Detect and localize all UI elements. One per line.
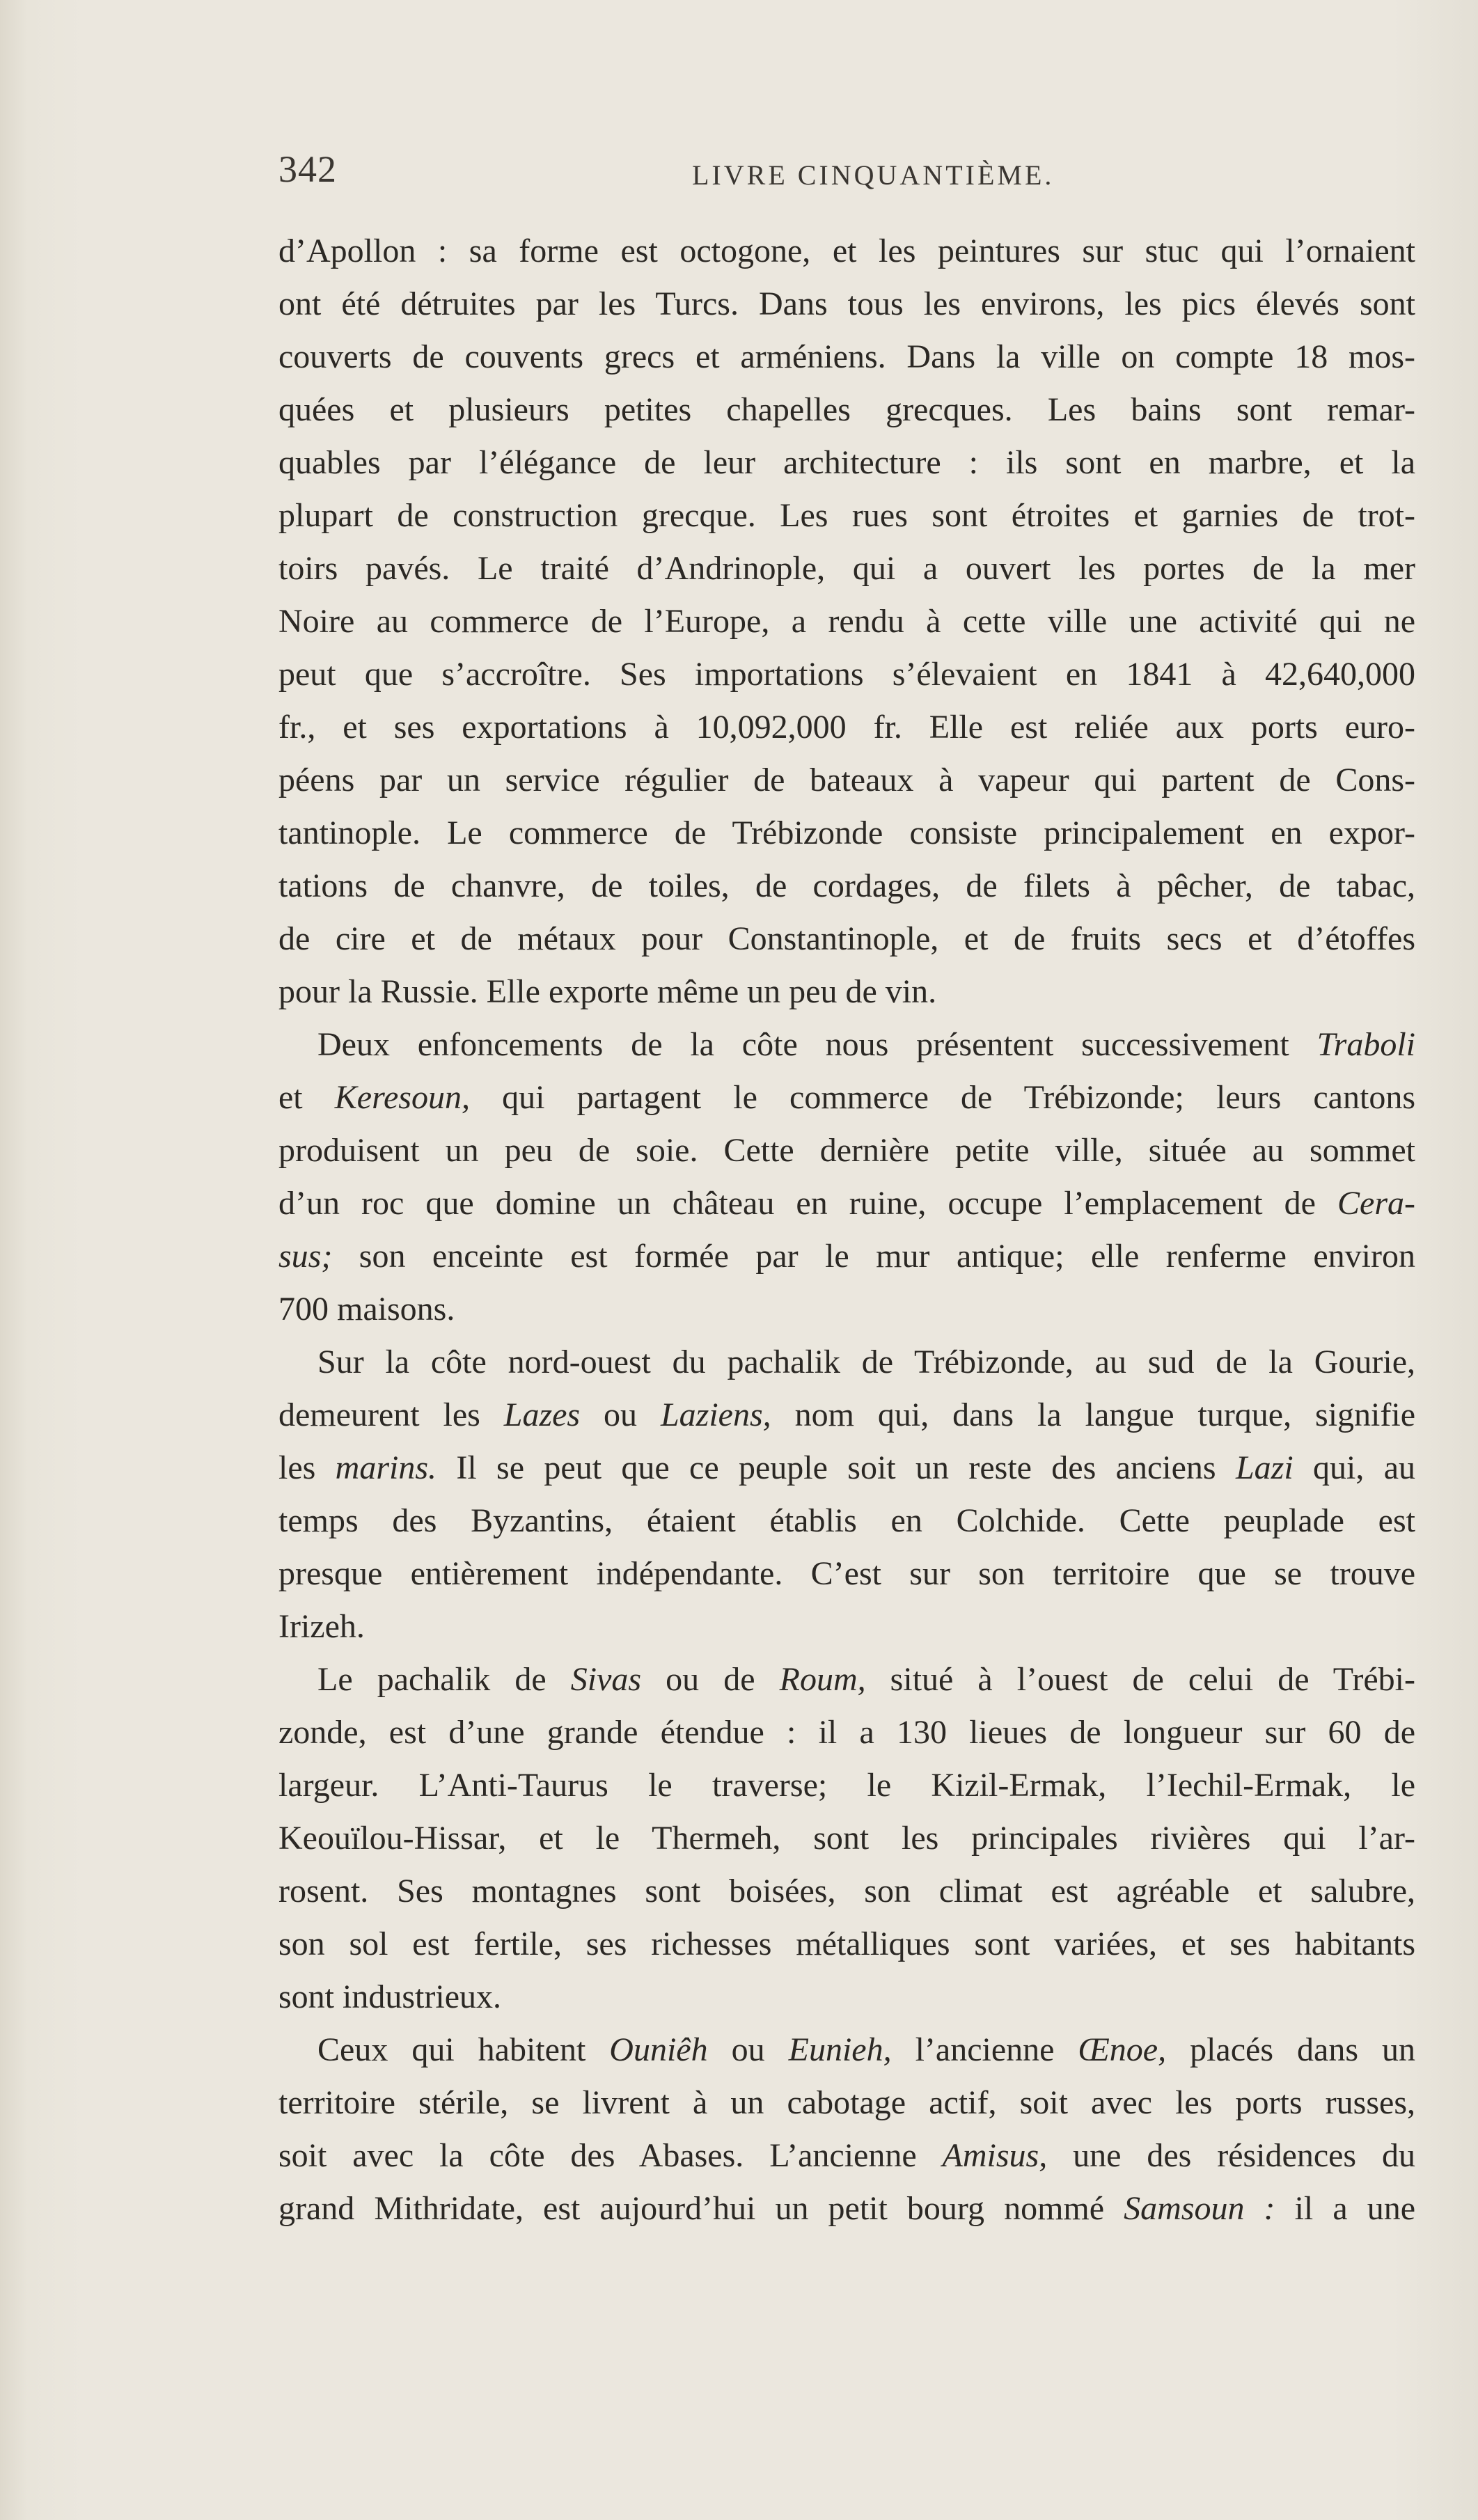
text-line: produisent un peu de soie. Cette dernière petite ville, située au sommet bbox=[278, 1132, 1415, 1169]
text-line bbox=[278, 1389, 1415, 1442]
text-span: placés dans un bbox=[1166, 2031, 1415, 2068]
text-line: Keouïlou-Hissar, et le Thermeh, sont les principales rivières qui l’ar- bbox=[278, 1820, 1415, 1857]
italic-term: Laziens, bbox=[660, 1396, 771, 1433]
italic-term: Ouniêh bbox=[609, 2031, 708, 2068]
text-span: qui, au bbox=[1293, 1449, 1415, 1486]
text-span: Ceux qui habitent bbox=[317, 2031, 610, 2068]
text-line: fr., et ses exportations à 10,092,000 fr. Elle est reliée aux ports euro- bbox=[278, 709, 1415, 746]
text-span: les bbox=[278, 1449, 336, 1486]
italic-term: Lazi bbox=[1235, 1449, 1294, 1486]
body-text bbox=[278, 225, 1415, 2235]
text-span: il a une bbox=[1275, 2190, 1415, 2227]
italic-term: Cera- bbox=[1337, 1185, 1415, 1222]
text-line bbox=[278, 2129, 1415, 2182]
italic-term: Roum, bbox=[779, 1661, 866, 1698]
text-span: grand Mithridate, est aujourd’hui un petit bourg nommé bbox=[278, 2190, 1124, 2227]
text-line: 700 maisons. bbox=[278, 1291, 455, 1328]
text-line bbox=[278, 1177, 1415, 1230]
text-line: largeur. L’Anti-Taurus le traverse; le Kizil-Ermak, l’Iechil-Ermak, le bbox=[278, 1767, 1415, 1804]
text-span: Il se peut que ce peuple soit un reste des anciens bbox=[437, 1449, 1236, 1486]
text-span: nom qui, dans la langue turque, signifie bbox=[771, 1396, 1415, 1433]
text-span: ou bbox=[580, 1396, 661, 1433]
text-line bbox=[278, 1653, 1415, 1706]
text-line: temps des Byzantins, étaient établis en Colchide. Cette peuplade est bbox=[278, 1502, 1415, 1539]
text-line: couverts de couvents grecs et arméniens. Dans la ville on compte 18 mos- bbox=[278, 338, 1415, 375]
text-line: pour la Russie. Elle exporte même un peu de vin. bbox=[278, 973, 937, 1010]
text-line: ont été détruites par les Turcs. Dans tous les environs, les pics élevés sont bbox=[278, 285, 1415, 322]
text-span: qui partagent le commerce de Trébizonde; leurs cantons bbox=[469, 1079, 1415, 1116]
text-line: péens par un service régulier de bateaux à vapeur qui partent de Cons- bbox=[278, 762, 1415, 798]
text-line: tations de chanvre, de toiles, de cordages, de filets à pêcher, de tabac, bbox=[278, 867, 1415, 904]
text-line: quables par l’élégance de leur architecture : ils sont en marbre, et la bbox=[278, 444, 1415, 481]
text-span: soit avec la côte des Abases. L’ancienne bbox=[278, 2137, 943, 2174]
text-line bbox=[278, 1230, 1415, 1283]
text-span: demeurent les bbox=[278, 1396, 504, 1433]
text-span: situé à l’ouest de celui de Trébi- bbox=[865, 1661, 1415, 1698]
text-line bbox=[278, 2182, 1415, 2235]
italic-term: Samsoun : bbox=[1124, 2190, 1275, 2227]
italic-term: Keresoun, bbox=[334, 1079, 470, 1116]
text-span: ou bbox=[707, 2031, 789, 2068]
text-line: territoire stérile, se livrent à un cabotage actif, soit avec les ports russes, bbox=[278, 2084, 1415, 2121]
italic-term: Traboli bbox=[1316, 1026, 1415, 1063]
italic-term: Amisus, bbox=[942, 2137, 1048, 2174]
text-line bbox=[278, 1018, 1415, 1071]
text-line: d’Apollon : sa forme est octogone, et les peintures sur stuc qui l’ornaient bbox=[278, 233, 1415, 269]
italic-term: Eunieh, bbox=[788, 2031, 892, 2068]
text-span: l’ancienne bbox=[891, 2031, 1078, 2068]
text-line: tantinople. Le commerce de Trébizonde consiste principalement en expor- bbox=[278, 814, 1415, 851]
text-line: plupart de construction grecque. Les rues sont étroites et garnies de trot- bbox=[278, 497, 1415, 534]
text-line: Sur la côte nord-ouest du pachalik de Trébizonde, au sud de la Gourie, bbox=[317, 1344, 1415, 1380]
italic-term: Œnoe, bbox=[1078, 2031, 1167, 2068]
text-line: zonde, est d’une grande étendue : il a 130 lieues de longueur sur 60 de bbox=[278, 1714, 1415, 1751]
text-line: Noire au commerce de l’Europe, a rendu à cette ville une activité qui ne bbox=[278, 603, 1415, 640]
text-line: toirs pavés. Le traité d’Andrinople, qui a ouvert les portes de la mer bbox=[278, 550, 1415, 587]
text-line: peut que s’accroître. Ses importations s’élevaient en 1841 à 42,640,000 bbox=[278, 656, 1415, 693]
text-span: une des résidences du bbox=[1047, 2137, 1415, 2174]
running-title: LIVRE CINQUANTIÈME. bbox=[692, 159, 1055, 191]
italic-term: sus; bbox=[278, 1238, 333, 1275]
text-span: Le pachalik de bbox=[317, 1661, 571, 1698]
text-line: sont industrieux. bbox=[278, 1978, 501, 2015]
italic-term: Sivas bbox=[570, 1661, 642, 1698]
text-line bbox=[278, 1071, 1415, 1124]
page-number: 342 bbox=[278, 148, 337, 190]
italic-term: Lazes bbox=[503, 1396, 581, 1433]
text-line: son sol est fertile, ses richesses métalliques sont variées, et ses habitants bbox=[278, 1926, 1415, 1962]
text-line bbox=[278, 2024, 1415, 2077]
page-header bbox=[278, 148, 1415, 196]
text-line bbox=[278, 1442, 1415, 1495]
text-span: ou de bbox=[641, 1661, 780, 1698]
text-span: d’un roc que domine un château en ruine, occupe l’emplacement de bbox=[278, 1185, 1338, 1222]
text-span: et bbox=[278, 1079, 335, 1116]
text-line: presque entièrement indépendante. C’est sur son territoire que se trouve bbox=[278, 1555, 1415, 1592]
text-line: rosent. Ses montagnes sont boisées, son climat est agréable et salubre, bbox=[278, 1873, 1415, 1909]
text-line: de cire et de métaux pour Constantinople, et de fruits secs et d’étoffes bbox=[278, 920, 1415, 957]
italic-term: marins. bbox=[335, 1449, 437, 1486]
text-line: quées et plusieurs petites chapelles grecques. Les bains sont remar- bbox=[278, 391, 1415, 428]
text-span: Deux enfoncements de la côte nous présentent successivement bbox=[317, 1026, 1317, 1063]
text-span: son enceinte est formée par le mur antique; elle renferme environ bbox=[332, 1238, 1415, 1275]
text-line: Irizeh. bbox=[278, 1608, 365, 1645]
